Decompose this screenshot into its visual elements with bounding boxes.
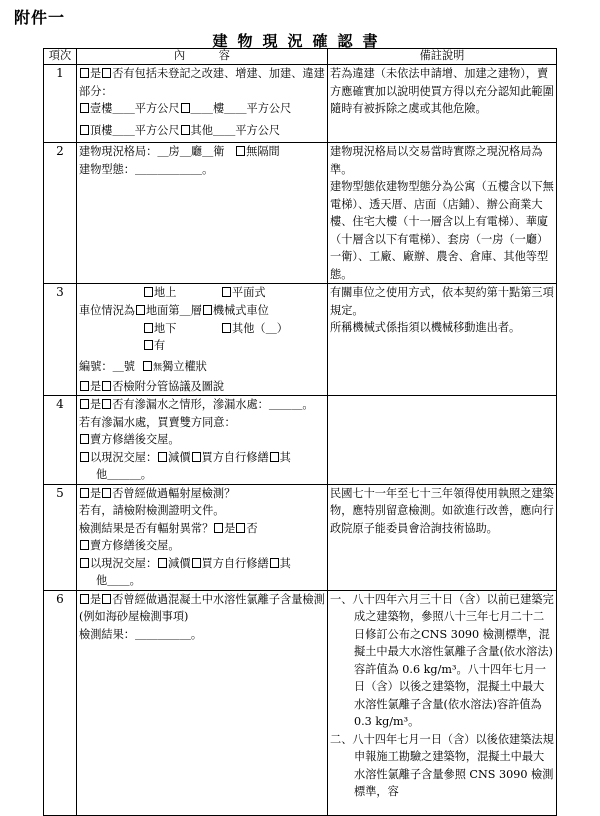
option-label: 有 (154, 339, 166, 352)
checkbox[interactable] (80, 381, 89, 391)
document-title: 建物現況確認書 (212, 32, 388, 50)
note-text: 二、八十四年七月一日（含）以後依建築法規申報施工勘驗之建築物，混擬土中最大水溶性氯離子含量參照 CNS 3090 檢測標準，容 (330, 732, 554, 798)
row-number: 6 (44, 590, 77, 815)
option-label: 樓 (212, 102, 225, 115)
option-label: 平面式 (232, 286, 266, 299)
option-label: 其 (279, 556, 291, 570)
note-text: 民國七十一年至七十三年領得使用執照之建築物，應特別留意檢測。如欲進行改善，應向行政院原子能委員會洽詢技術協助。 (330, 486, 554, 535)
checkbox[interactable] (102, 399, 111, 409)
table-row (44, 284, 557, 396)
option-label: 是 (90, 398, 102, 411)
option-label: 他＿＿＿。 (96, 468, 152, 481)
checkbox[interactable] (270, 558, 279, 568)
note-text: 建物型態依建物型態分為公寓（五樓含以下無電梯）、透天厝、店面（店鋪）、辦公商業大樓、住宅大樓（十一層含以上有電梯）、華廈（十層含以下有電梯）、套房（一房（一廳）一衛）、工廠、廠辦、農舍、倉庫、其他等型態。 (330, 180, 554, 281)
note-cell (328, 396, 557, 485)
checkbox[interactable] (236, 146, 245, 156)
checkbox[interactable] (270, 452, 279, 462)
checkbox[interactable] (236, 523, 245, 533)
unit-label: 平方公尺 (134, 123, 180, 137)
content-cell (77, 590, 328, 815)
question-text: 否有滲漏水之情形，滲漏水處：＿＿＿。 (112, 398, 314, 411)
table-row (44, 65, 557, 143)
checkbox[interactable] (102, 488, 111, 498)
option-label: 是 (90, 592, 102, 606)
option-label: 以現況交屋： (90, 450, 158, 464)
parking-label: 車位情況為 (79, 304, 135, 317)
question-text: 否有包括未登記之改建、增建、加建、違建部分： (79, 67, 325, 98)
option-label: 獨立權狀 (162, 360, 207, 373)
checkbox[interactable] (158, 558, 167, 568)
checkbox[interactable] (222, 287, 231, 297)
option-label: 其他（＿） (232, 322, 288, 335)
option-label: 地面第＿層 (145, 304, 202, 317)
option-label: 賣方修繕後交屋。 (90, 433, 180, 446)
content-cell (77, 396, 328, 485)
option-label: 買方自行修繕 (201, 556, 269, 570)
note-cell (328, 143, 557, 284)
table-row (44, 590, 557, 815)
checkbox[interactable] (80, 488, 89, 498)
row-number: 5 (44, 484, 77, 590)
note-cell (328, 484, 557, 590)
note-cell (328, 65, 557, 143)
confirmation-table (43, 48, 557, 816)
row-number: 2 (44, 143, 77, 284)
option-label: 頂樓 (90, 123, 113, 137)
table-row (44, 143, 557, 284)
checkbox[interactable] (222, 323, 231, 333)
number-field: 編號：＿號 (79, 360, 135, 373)
checkbox[interactable] (80, 540, 89, 550)
header-row (44, 49, 557, 65)
checkbox[interactable] (144, 340, 153, 350)
row-number: 4 (44, 396, 77, 485)
checkbox[interactable] (136, 305, 145, 315)
question-text: 否曾經做過輻射屋檢測？ (112, 486, 236, 500)
table-row (44, 396, 557, 485)
header-content: 內 容 (77, 49, 328, 65)
option-label: 地上 (154, 286, 177, 299)
checkbox[interactable] (80, 125, 89, 135)
row-number: 1 (44, 65, 77, 143)
checkbox[interactable] (192, 558, 201, 568)
checkbox[interactable] (158, 452, 167, 462)
content-cell (77, 484, 328, 590)
checkbox[interactable] (181, 125, 190, 135)
checkbox[interactable] (102, 594, 111, 604)
note-text: 若為違建（未依法申請增、加建之建物），賣方應確實加以說明使買方得以充分認知此範圍隨時有被拆除之虞或其他危險。 (330, 67, 554, 115)
option-label: 壹樓 (90, 102, 113, 115)
checkbox[interactable] (144, 287, 153, 297)
checkbox[interactable] (192, 452, 201, 462)
checkbox[interactable] (80, 434, 89, 444)
note-cell (328, 590, 557, 815)
question-text: 檢測結果是否有輻射異常？ (79, 521, 214, 535)
layout-text: 建物現況格局：＿房＿廳＿衛 (79, 145, 225, 158)
content-cell (77, 284, 328, 396)
building-type-text: 建物型態：＿＿＿＿＿＿。 (79, 162, 214, 176)
checkbox[interactable] (80, 68, 89, 78)
checkbox[interactable] (80, 594, 89, 604)
option-label: 其他 (190, 123, 213, 137)
content-cell (77, 143, 328, 284)
unit-label: 平方公尺 (235, 123, 281, 137)
option-label: 是 (224, 521, 236, 535)
note-text: 所稱機械式係指須以機械移動進出者。 (330, 321, 521, 334)
option-label: 減價 (168, 450, 191, 464)
unit-label: 平方公尺 (134, 102, 180, 115)
instruction-text: 若有，請檢附檢測證明文件。 (79, 504, 225, 517)
option-label: 減價 (168, 556, 191, 570)
checkbox[interactable] (80, 399, 89, 409)
option-label: 否檢附分管協議及圖說 (112, 379, 225, 393)
header-item: 項次 (44, 49, 77, 65)
option-label: 賣方修繕後交屋。 (90, 539, 180, 552)
instruction-text: 若有滲漏水處，買賣雙方同意： (79, 415, 236, 429)
option-label: 其 (279, 450, 291, 464)
note-cell (328, 284, 557, 396)
checkbox[interactable] (80, 558, 89, 568)
option-label: 是 (90, 67, 102, 80)
option-label: 機械式車位 (212, 304, 269, 317)
option-label: 是 (90, 379, 102, 393)
result-field: 檢測結果：＿＿＿＿＿。 (79, 627, 203, 641)
content-cell: 是 否有包括未登記之改建、增建、加建、違建部分： 壹樓＿＿平方公尺 ＿＿樓＿＿平方公尺 頂樓＿＿平方公尺 其他＿＿平方公尺 (77, 65, 328, 143)
option-label: 否 (246, 521, 258, 535)
checkbox[interactable] (143, 361, 152, 371)
note-text: 一、八十四年六月三十日（含）以前已建築完成之建築物，參照八十三年七月二十二日修訂公布之CNS 3090 檢測標準，混擬土中最大水溶性氯離子含量(依水溶法)容許值為 0.6 kg/m³。八十四年七月一日（含）以後之建築物，混擬土中最大水溶性氯離子含量(依水溶法)容許值為 0.3 kg/m³。 (330, 592, 554, 728)
checkbox[interactable] (102, 381, 111, 391)
note-text: 有關車位之使用方式，依本契約第十點第三項規定。 (330, 286, 554, 317)
option-label: 以現況交屋： (90, 556, 158, 570)
checkbox[interactable] (80, 452, 89, 462)
unit-label: 平方公尺 (246, 102, 292, 115)
checkbox[interactable] (80, 103, 89, 113)
option-label: 買方自行修繕 (201, 450, 269, 464)
checkbox[interactable] (203, 305, 212, 315)
checkbox[interactable] (181, 103, 190, 113)
table-row (44, 484, 557, 590)
option-label: 無 (153, 363, 163, 373)
row-number: 3 (44, 284, 77, 396)
checkbox[interactable] (144, 323, 153, 333)
note-text: 建物現況格局以交易當時實際之現況格局為準。 (330, 145, 543, 176)
option-label: 地下 (154, 322, 177, 335)
option-label: 是 (90, 486, 102, 500)
attachment-label: 附件一 (14, 8, 66, 27)
checkbox[interactable] (102, 68, 111, 78)
checkbox[interactable] (214, 523, 223, 533)
option-label: 無隔間 (246, 145, 280, 158)
header-note: 備註說明 (328, 49, 557, 65)
question-text: 否曾經做過混凝土中水溶性氯離子含量檢測(例如海砂屋檢測事項) (79, 592, 325, 623)
option-label: 他＿＿。 (96, 574, 141, 587)
